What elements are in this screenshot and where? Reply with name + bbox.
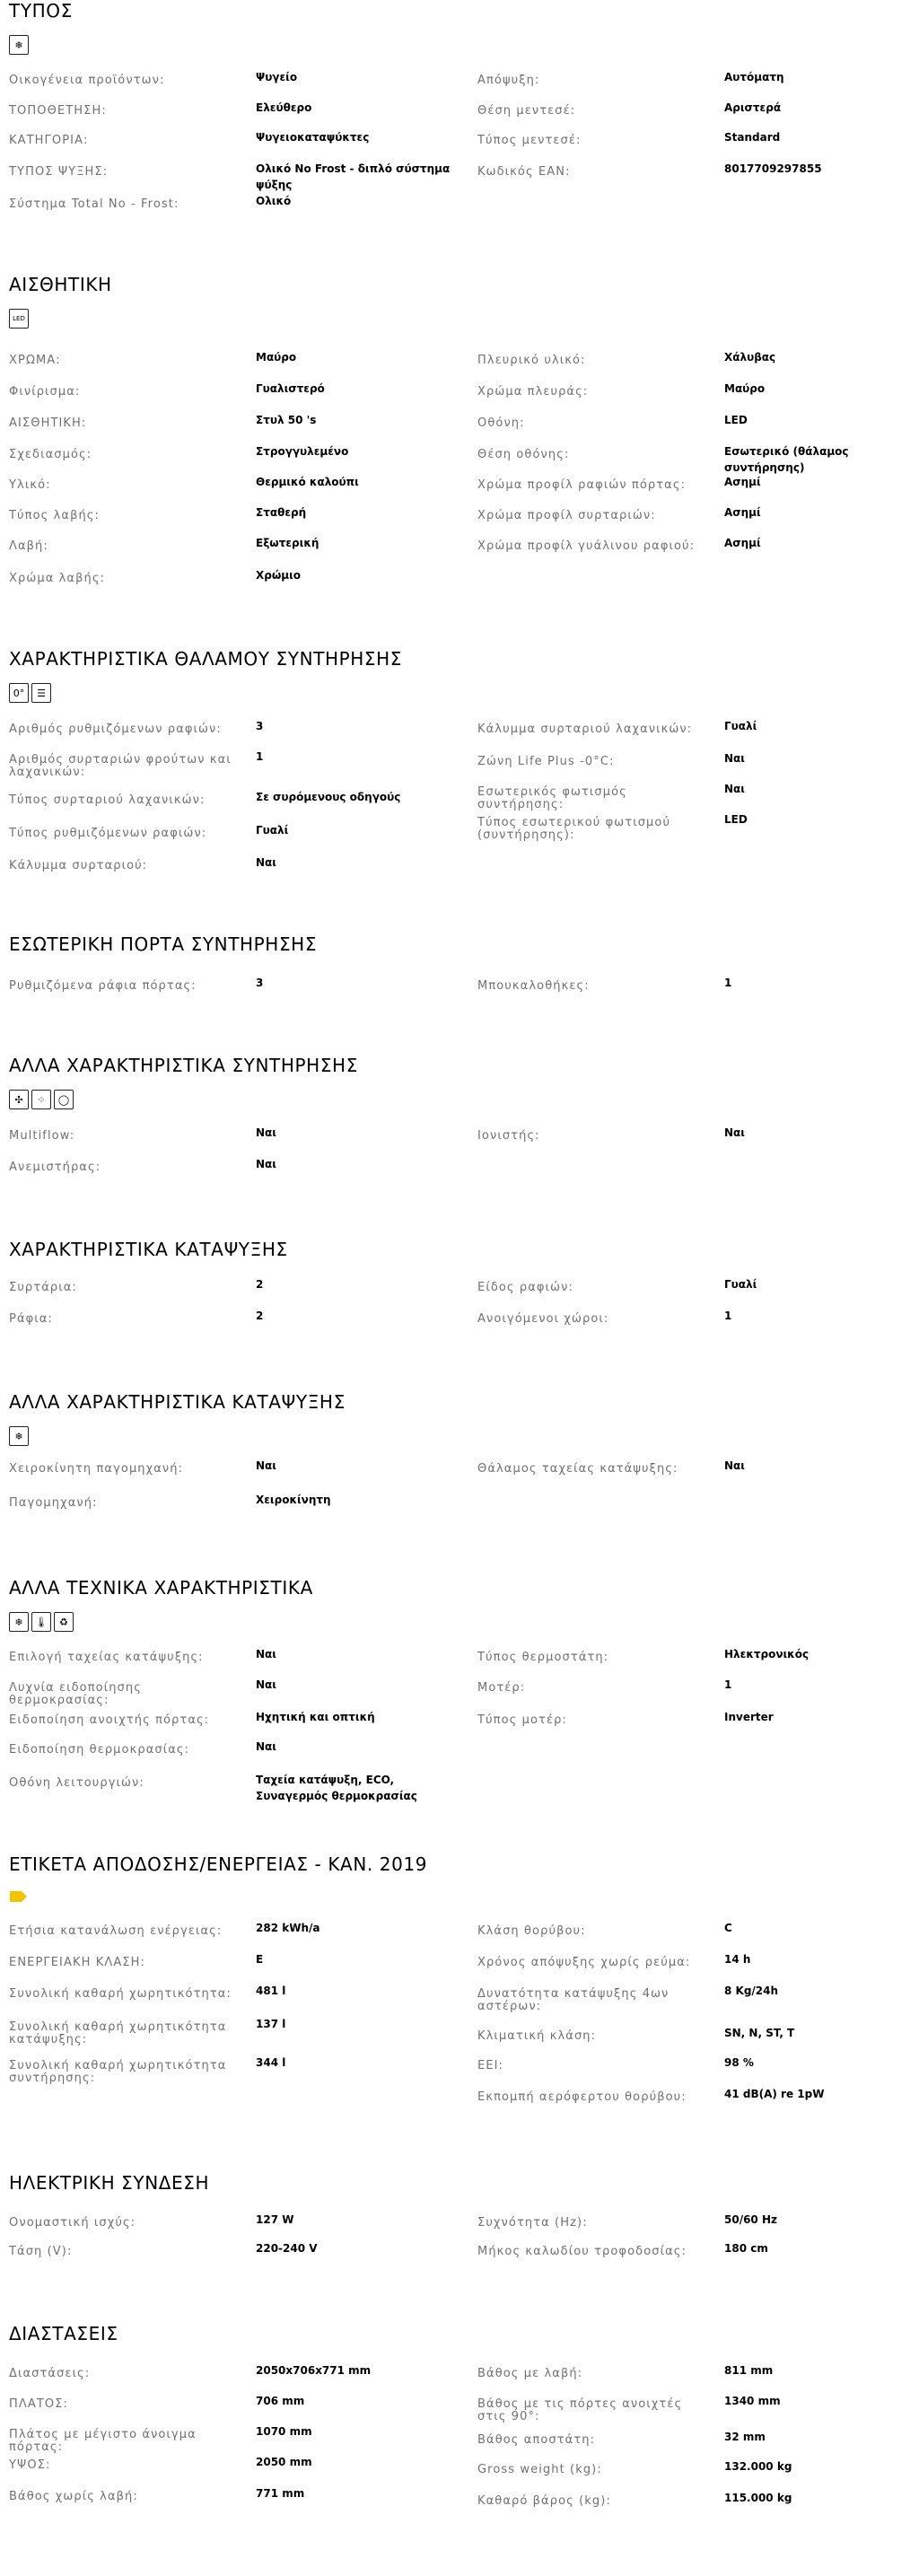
spec-label: Κάλυμμα συρταριού λαχανικών: (477, 723, 693, 736)
spec-label: Χρώμα λαβής: (9, 572, 106, 585)
spec-value: Γυαλί (256, 824, 289, 837)
spec-value: 32 mm (724, 2431, 766, 2443)
spec-value: Ναι (256, 856, 276, 869)
spec-label: Τύπος θερμοστάτη: (477, 1651, 609, 1664)
spec-value: 282 kWh/a (256, 1922, 320, 1934)
spec-label: Ονομαστική ισχύς: (9, 2216, 136, 2230)
spec-label: Διαστάσεις: (9, 2367, 91, 2380)
circle-icon: ◯ (54, 1090, 74, 1109)
feature-icons (9, 1888, 29, 1910)
section-title: ΔΙΑΣΤΑΣΕΙΣ (9, 2323, 118, 2344)
spec-value: Ταχεία κατάψυξη, ECO, Συναγερμός θερμοκρασίας (256, 1774, 417, 1802)
section-title: ΕΤΙΚΕΤΑ ΑΠΟΔΟΣΗΣ/ΕΝΕΡΓΕΙΑΣ - ΚΑΝ. 2019 (9, 1853, 428, 1875)
spec-value: 8 Kg/24h (724, 1985, 779, 1997)
spec-label: Τύπος μεντεσέ: (477, 134, 582, 147)
snowflake-plus-icon: ❄ (9, 1426, 29, 1446)
section-typos (0, 0, 919, 180)
spec-label: Multiflow: (9, 1129, 75, 1143)
spec-label: Θέση οθόνης: (477, 448, 570, 461)
spec-value: Γυαλί (724, 1278, 757, 1291)
spec-label: Τύπος λαβής: (9, 509, 101, 522)
spec-value: Μαύρο (256, 351, 297, 364)
spec-label: Χρώμα προφίλ γυάλινου ραφιού: (477, 539, 696, 553)
thermometer-icon: 🌡 (31, 1612, 51, 1632)
spec-value: Ναι (256, 1648, 276, 1660)
spec-label: Συχνότητα (Hz): (477, 2216, 588, 2230)
spec-label: Βάθος αποστάτη: (477, 2433, 596, 2447)
spec-value: Ηλεκτρονικός (724, 1648, 810, 1660)
spec-value: 1 (724, 1678, 732, 1691)
section-title: ΧΑΡΑΚΤΗΡΙΣΤΙΚΑ ΚΑΤΑΨΥΞΗΣ (9, 1239, 288, 1260)
spec-label: Ανοιγόμενοι χώροι: (477, 1312, 609, 1326)
section-title: ΑΛΛΑ ΧΑΡΑΚΤΗΡΙΣΤΙΚΑ ΚΑΤΑΨΥΞΗΣ (9, 1391, 346, 1413)
spec-label: Υλικό: (9, 478, 51, 492)
snowflake-plus-icon: ❄ (9, 1612, 29, 1632)
spec-label: Gross weight (kg): (477, 2463, 602, 2476)
spec-label: Κλάση θορύβου: (477, 1924, 586, 1938)
spec-label: Βάθος με λαβή: (477, 2367, 583, 2380)
spec-label: Σύστημα Total No - Frost: (9, 197, 179, 211)
feature-icons (9, 35, 29, 57)
spec-label: Χρώμα πλευράς: (477, 385, 589, 399)
spec-value: Θερμικό καλούπι (256, 476, 359, 488)
energy-label-icon (9, 1888, 29, 1905)
spec-value: LED (724, 813, 748, 826)
spec-value: 2050 mm (256, 2456, 312, 2468)
spec-label: Ετήσια κατανάλωση ενέργειας: (9, 1924, 223, 1938)
spec-label: Τύπος συρταριού λαχανικών: (9, 793, 206, 807)
spec-label: Κλιματική κλάση: (477, 2029, 597, 2043)
section-alla_katapsixi (0, 1391, 919, 1571)
spec-value: 2050x706x771 mm (256, 2364, 372, 2377)
spec-label: Τύπος μοτέρ: (477, 1713, 567, 1727)
spec-value: Ασημί (724, 476, 761, 488)
spec-label: Οθόνη λειτουργιών: (9, 1776, 144, 1790)
spec-value: Ολικό (256, 195, 292, 207)
snowflake-icon: ❄ (9, 35, 29, 55)
spec-label: Εσωτερικός φωτισμός συντήρησης: (477, 785, 627, 811)
spec-value: Στρογγυλεμένο (256, 445, 349, 458)
spec-label: Ειδοποίηση ανοιχτής πόρτας: (9, 1713, 210, 1727)
spec-label: ΕΝΕΡΓΕΙΑΚΗ ΚΛΑΣΗ: (9, 1956, 145, 1969)
spec-value: Αυτόματη (724, 71, 784, 83)
spec-value: Ναι (256, 1459, 276, 1472)
spec-value: 3 (256, 720, 264, 732)
recycle-icon: ♻ (54, 1612, 74, 1632)
spec-label: Ράφια: (9, 1312, 53, 1326)
spec-label: Μοτέρ: (477, 1681, 526, 1695)
section-diastaseis (0, 2323, 919, 2502)
spec-label: Συνολική καθαρή χωρητικότητα κατάψυξης: (9, 2020, 227, 2046)
spec-value: 220-240 V (256, 2242, 318, 2255)
spec-value: E (256, 1953, 264, 1966)
spec-label: Σχεδιασμός: (9, 448, 92, 461)
spec-value: Ναι (724, 783, 745, 795)
spec-value: Standard (724, 131, 781, 144)
spec-label: Ζώνη Life Plus -0°C: (477, 755, 615, 768)
spec-value: 127 W (256, 2213, 294, 2226)
spec-value: Inverter (724, 1711, 774, 1723)
spec-label: ΧΡΩΜΑ: (9, 354, 61, 367)
spec-value: Ψυγείο (256, 71, 298, 83)
section-title: ΑΙΣΘΗΤΙΚΗ (9, 274, 112, 295)
led-icon: LED (9, 309, 29, 329)
spec-label: Πλάτος με μέγιστο άνοιγμα πόρτας: (9, 2428, 197, 2454)
spec-value: Γυαλί (724, 720, 757, 732)
spec-value: Σταθερή (256, 506, 307, 519)
spec-label: ΚΑΤΗΓΟΡΙΑ: (9, 134, 89, 147)
spec-label: Τάση (V): (9, 2245, 73, 2258)
feature-icons (9, 1090, 74, 1111)
spec-label: Ανεμιστήρας: (9, 1161, 101, 1174)
spec-value: 137 l (256, 2018, 286, 2030)
feature-icons (9, 309, 29, 330)
spec-label: Απόψυξη: (477, 74, 540, 87)
spec-value: 1 (724, 1310, 732, 1322)
spec-value: 811 mm (724, 2364, 774, 2377)
spec-value: Ηχητική και οπτική (256, 1711, 375, 1723)
spec-value: Ολικό No Frost - διπλό σύστημα ψύξης (256, 162, 451, 191)
spec-label: Συρτάρια: (9, 1281, 77, 1294)
spec-value: 3 (256, 977, 264, 989)
spec-label: ΥΨΟΣ: (9, 2458, 51, 2472)
spec-value: Εξωτερική (256, 537, 319, 549)
spec-value: Μαύρο (724, 382, 766, 395)
ionizer-icon: ⁘ (31, 1090, 51, 1109)
spec-label: Αριθμός συρταριών φρούτων και λαχανικών: (9, 753, 232, 779)
spec-value: 132.000 kg (724, 2460, 792, 2473)
section-title: ΗΛΕΚΤΡΙΚΗ ΣΥΝΔΕΣΗ (9, 2172, 210, 2194)
spec-label: Τύπος ρυθμιζόμενων ραφιών: (9, 827, 207, 840)
spec-value: Χειροκίνητη (256, 1494, 331, 1506)
spec-value: Ψυγειοκαταψύκτες (256, 131, 370, 144)
section-title: ΑΛΛΑ ΧΑΡΑΚΤΗΡΙΣΤΙΚΑ ΣΥΝΤΗΡΗΣΗΣ (9, 1055, 358, 1076)
spec-label: Λαβή: (9, 539, 48, 553)
spec-value: LED (724, 414, 748, 426)
feature-icons (9, 1612, 74, 1634)
spec-value: 180 cm (724, 2242, 768, 2255)
section-energeia (0, 1853, 919, 2033)
spec-label: Φινίρισμα: (9, 385, 81, 399)
spec-label: Ειδοποίηση θερμοκρασίας: (9, 1743, 190, 1757)
spec-value: 1340 mm (724, 2395, 781, 2407)
spec-label: Θάλαμος ταχείας κατάψυξης: (477, 1462, 678, 1476)
spec-label: Συνολική καθαρή χωρητικότητα συντήρησης: (9, 2059, 227, 2085)
spec-value: 2 (256, 1310, 264, 1322)
spec-label: Κάλυμμα συρταριού: (9, 859, 148, 872)
spec-value: 1 (724, 977, 732, 989)
spec-value: Ναι (724, 1126, 745, 1139)
fan-icon: ✣ (9, 1090, 29, 1109)
spec-value: Ελεύθερο (256, 101, 312, 114)
spec-value: Ναι (256, 1740, 276, 1753)
section-texnika (0, 1577, 919, 1757)
spec-label: Τύπος εσωτερικού φωτισμού (συντήρησης): (477, 816, 671, 842)
spec-label: Μπουκαλοθήκες: (477, 979, 590, 993)
spec-label: EEI: (477, 2059, 504, 2072)
spec-value: 771 mm (256, 2487, 305, 2500)
spec-value: 2 (256, 1278, 264, 1291)
spec-value: 115.000 kg (724, 2492, 792, 2504)
spec-value: Ναι (256, 1678, 276, 1691)
spec-value: 8017709297855 (724, 162, 822, 175)
section-title: ΧΑΡΑΚΤΗΡΙΣΤΙΚΑ ΘΑΛΑΜΟΥ ΣΥΝΤΗΡΗΣΗΣ (9, 648, 403, 670)
spec-value: Στυλ 50 's (256, 414, 317, 426)
spec-label: Χρόνος απόψυξης χωρίς ρεύμα: (477, 1956, 691, 1969)
spec-label: Συνολική καθαρή χωρητικότητα: (9, 1987, 232, 2001)
spec-label: Εκπομπή αερόφερτου θορύβου: (477, 2090, 687, 2104)
spec-value: 706 mm (256, 2395, 305, 2407)
spec-label: Κωδικός EAN: (477, 165, 571, 179)
spec-label: Θέση μεντεσέ: (477, 104, 576, 118)
spec-label: ΑΙΣΘΗΤΙΚΗ: (9, 416, 87, 430)
spec-value: 98 % (724, 2056, 754, 2069)
spec-value: Αριστερά (724, 101, 782, 114)
spec-value: Ναι (724, 1459, 745, 1472)
spec-label: Βάθος χωρίς λαβή: (9, 2490, 138, 2503)
spec-label: Ρυθμιζόμενα ράφια πόρτας: (9, 979, 197, 993)
spec-value: Εσωτερικό (θάλαμος συντήρησης) (724, 445, 849, 474)
spec-label: Είδος ραφιών: (477, 1281, 573, 1294)
spec-label: Επιλογή ταχείας κατάψυξης: (9, 1651, 204, 1664)
spec-value: Γυαλιστερό (256, 382, 325, 395)
spec-value: Ασημί (724, 537, 761, 549)
spec-value: 41 dB(A) re 1pW (724, 2088, 825, 2100)
spec-label: Αριθμός ρυθμιζόμενων ραφιών: (9, 723, 222, 736)
spec-value: 14 h (724, 1953, 751, 1966)
spec-value: Χάλυβας (724, 351, 776, 364)
spec-value: Ναι (724, 752, 745, 765)
spec-label: Καθαρό βάρος (kg): (477, 2494, 611, 2508)
section-alla_syntirisi (0, 1055, 919, 1234)
feature-icons (9, 683, 51, 705)
spec-value: Ναι (256, 1158, 276, 1170)
shelves-icon: ☰ (31, 683, 51, 703)
section-title: ΕΣΩΤΕΡΙΚΗ ΠΟΡΤΑ ΣΥΝΤΗΡΗΣΗΣ (9, 933, 318, 955)
section-title: ΑΛΛΑ ΤΕΧΝΙΚΑ ΧΑΡΑΚΤΗΡΙΣΤΙΚΑ (9, 1577, 313, 1599)
spec-label: Μήκος καλωδίου τροφοδοσίας: (477, 2245, 687, 2258)
spec-label: Ιονιστής: (477, 1129, 540, 1143)
spec-label: Χειροκίνητη παγομηχανή: (9, 1462, 184, 1476)
spec-value: 344 l (256, 2056, 286, 2069)
spec-label: Χρώμα προφίλ συρταριών: (477, 509, 656, 522)
spec-label: Οικογένεια προϊόντων: (9, 74, 165, 87)
spec-label: Οθόνη: (477, 416, 525, 430)
section-title: ΤΥΠΟΣ (9, 0, 73, 22)
spec-value: 1 (256, 750, 264, 763)
spec-label: Πλευρικό υλικό: (477, 354, 586, 367)
spec-label: Λυχνία ειδοποίησης θερμοκρασίας: (9, 1681, 142, 1707)
spec-value: C (724, 1922, 732, 1934)
spec-label: Δυνατότητα κατάψυξης 4ων αστέρων: (477, 1987, 670, 2013)
feature-icons (9, 1426, 29, 1448)
spec-value: Σε συρόμενους οδηγούς (256, 791, 401, 803)
spec-value: 481 l (256, 1985, 286, 1997)
spec-label: Βάθος με τις πόρτες ανοιχτές στις 90°: (477, 2397, 683, 2423)
spec-value: Ασημί (724, 506, 761, 519)
spec-label: ΤΥΠΟΣ ΨΥΞΗΣ: (9, 165, 109, 179)
spec-label: Παγομηχανή: (9, 1496, 98, 1510)
spec-value: 1070 mm (256, 2425, 312, 2438)
spec-label: Χρώμα προφίλ ραφιών πόρτας: (477, 478, 687, 492)
spec-value: 50/60 Hz (724, 2213, 777, 2226)
spec-label: ΠΛΑΤΟΣ: (9, 2397, 69, 2411)
spec-value: Χρώμιο (256, 569, 302, 582)
spec-value: SN, N, ST, T (724, 2027, 795, 2039)
spec-value: Ναι (256, 1126, 276, 1139)
spec-label: ΤΟΠΟΘΕΤΗΣΗ: (9, 104, 107, 118)
temperature-zero-icon: 0° (9, 683, 29, 703)
